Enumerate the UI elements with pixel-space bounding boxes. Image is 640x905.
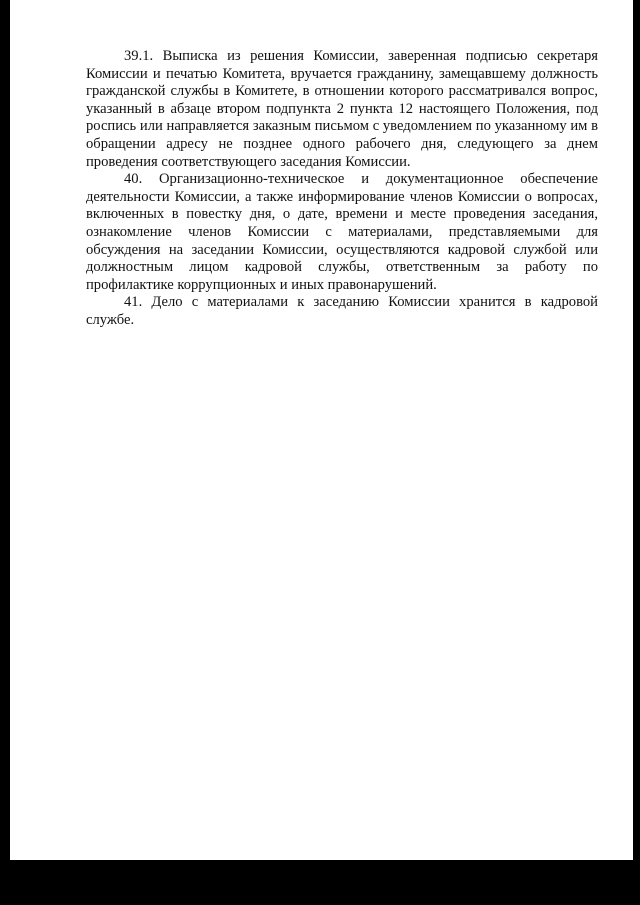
paragraph-41: 41. Дело с материалами к заседанию Комиссии хранится в кадровой службе. (86, 294, 598, 328)
document-body (86, 48, 598, 330)
paragraph-39-1: 39.1. Выписка из решения Комиссии, заверенная подписью секретаря Комиссии и печатью Комитета, вручается гражданину, замещавшему должность гражданской службы в Комитете, в отношении которого рассматривался вопрос, указанный в абзаце втором подпункта 2 пункта 12 настоящего Положения, под роспись или направляется заказным письмом с уведомлением по указанному им в обращении адресу не позднее одного рабочего дня, следующего за днем проведения соответствующего заседания Комиссии. (86, 48, 598, 170)
scan-border-left (0, 0, 10, 905)
paragraph-40: 40. Организационно-техническое и документационное обеспечение деятельности Комиссии, а также информирование членов Комиссии о вопросах, включенных в повестку дня, о дате, времени и месте проведения заседания, ознакомление членов Комиссии с материалами, представляемыми для обсуждения на заседании Комиссии, осуществляются кадровой службой или должностным лицом кадровой службы, ответственным за работу по профилактике коррупционных и иных правонарушений. (86, 171, 598, 293)
